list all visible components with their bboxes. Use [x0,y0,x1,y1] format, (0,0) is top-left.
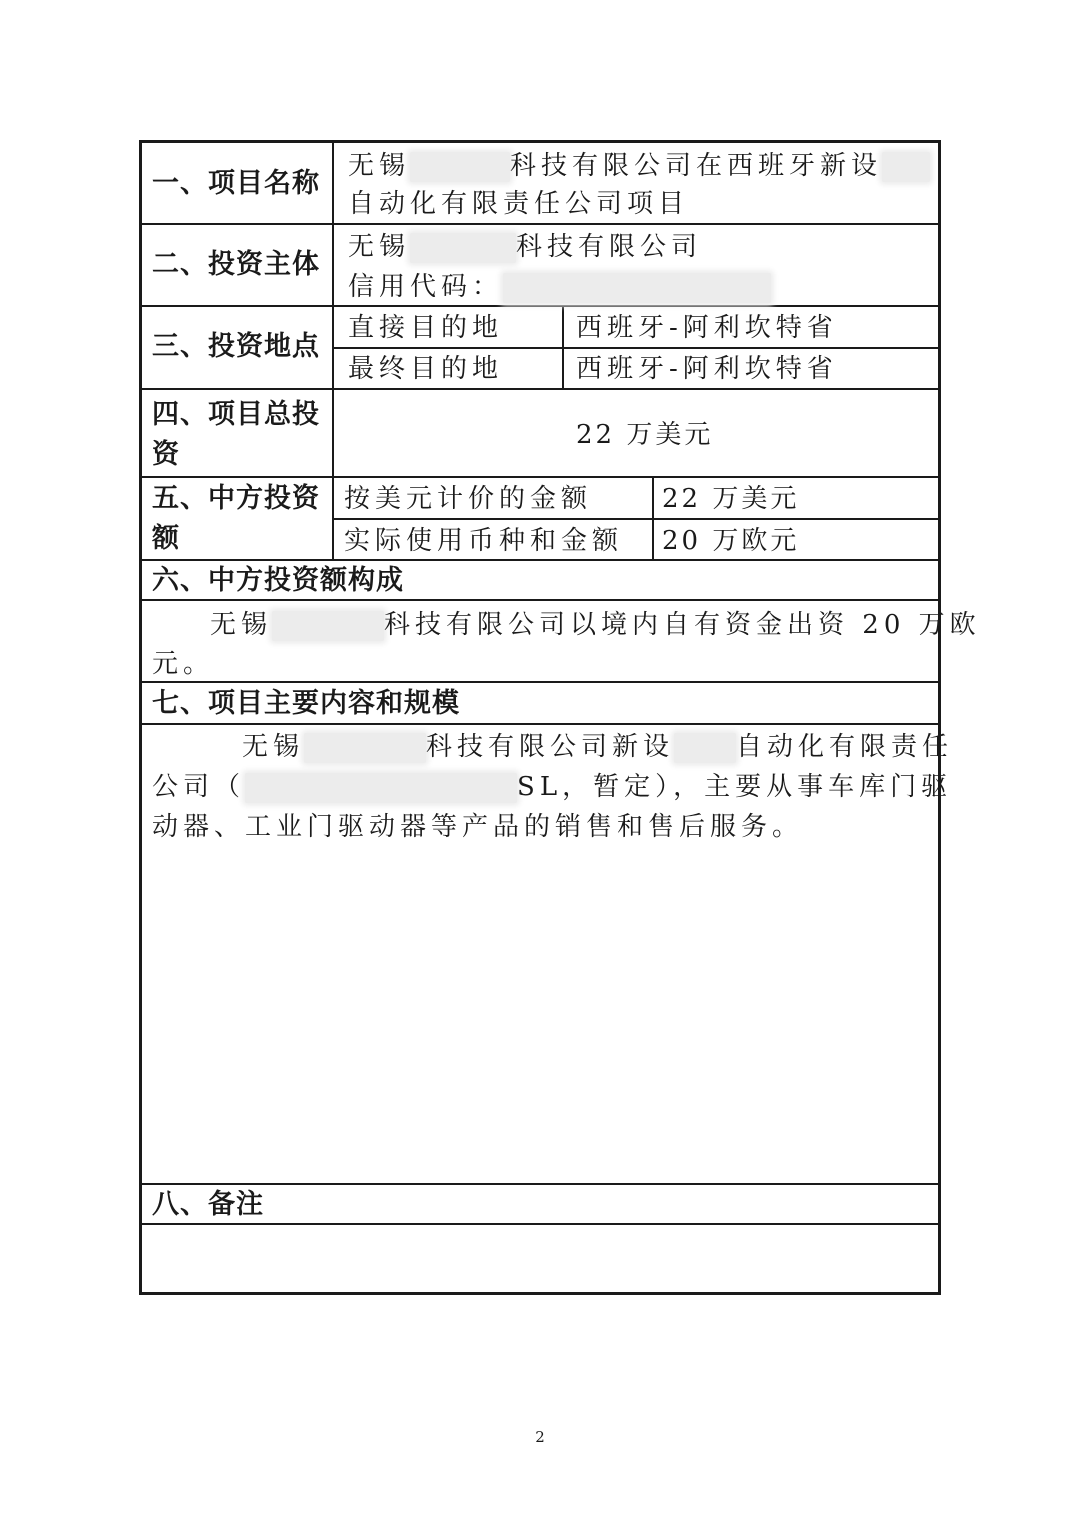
label-investment-composition: 六、中方投资额构成 [152,565,404,596]
composition-line1: 无锡 科技有限公司以境内自有资金出资 20 万欧 [210,610,981,640]
composition-line2: 元。 [152,649,215,679]
label-main-content: 七、项目主要内容和规模 [152,688,460,719]
direct-destination-key: 直接目的地 [348,313,504,343]
credit-code: 信用代码： [348,267,771,307]
direct-destination-value: 西班牙-阿利坎特省 [576,313,838,343]
content-line3: 动器、工业门驱动器等产品的销售和售后服务。 [152,812,804,842]
usd-amount-key: 按美元计价的金额 [344,484,593,514]
redacted-block [674,733,736,763]
col-divider [562,305,564,388]
investment-form-table [139,140,981,1295]
col-divider [332,143,334,559]
label-total-investment-cont: 资 [152,439,180,470]
row-divider [142,476,938,478]
redacted-block [503,273,771,303]
final-destination-key: 最终目的地 [348,354,504,384]
redacted-block [272,611,384,641]
actual-currency-key: 实际使用币种和金额 [344,526,624,556]
label-project-name: 一、项目名称 [152,168,320,199]
label-remarks: 八、备注 [152,1189,264,1220]
usd-amount-value: 22 万美元 [662,484,800,514]
label-chinese-investment: 五、中方投资 [152,483,320,514]
remarks-content [142,1225,938,1291]
row-divider [142,681,938,683]
label-investment-subject: 二、投资主体 [152,249,320,280]
content-line1: 无锡 科技有限公司新设 自动化有限责任 [242,732,954,762]
redacted-block [882,152,930,182]
actual-currency-value: 20 万欧元 [662,526,800,556]
col-divider [652,476,654,559]
redacted-block [304,733,426,763]
label-total-investment: 四、项目总投 [152,399,320,430]
redacted-block [410,233,516,263]
final-destination-value: 西班牙-阿利坎特省 [576,354,838,384]
total-investment-value: 22 万美元 [576,420,714,450]
project-name-line2: 自动化有限责任公司项目 [348,189,690,219]
project-name-line1: 无锡 科技有限公司在西班牙新设 [348,146,930,186]
redacted-block [245,773,517,803]
label-investment-location: 三、投资地点 [152,331,320,362]
redacted-block [410,152,510,182]
investor-name: 无锡 科技有限公司 [348,232,703,262]
content-line2: 公司（ SL，暂定），主要从事车库门驱 [152,772,953,802]
label-chinese-investment-cont: 额 [152,523,180,554]
page-number: 2 [535,1428,545,1446]
